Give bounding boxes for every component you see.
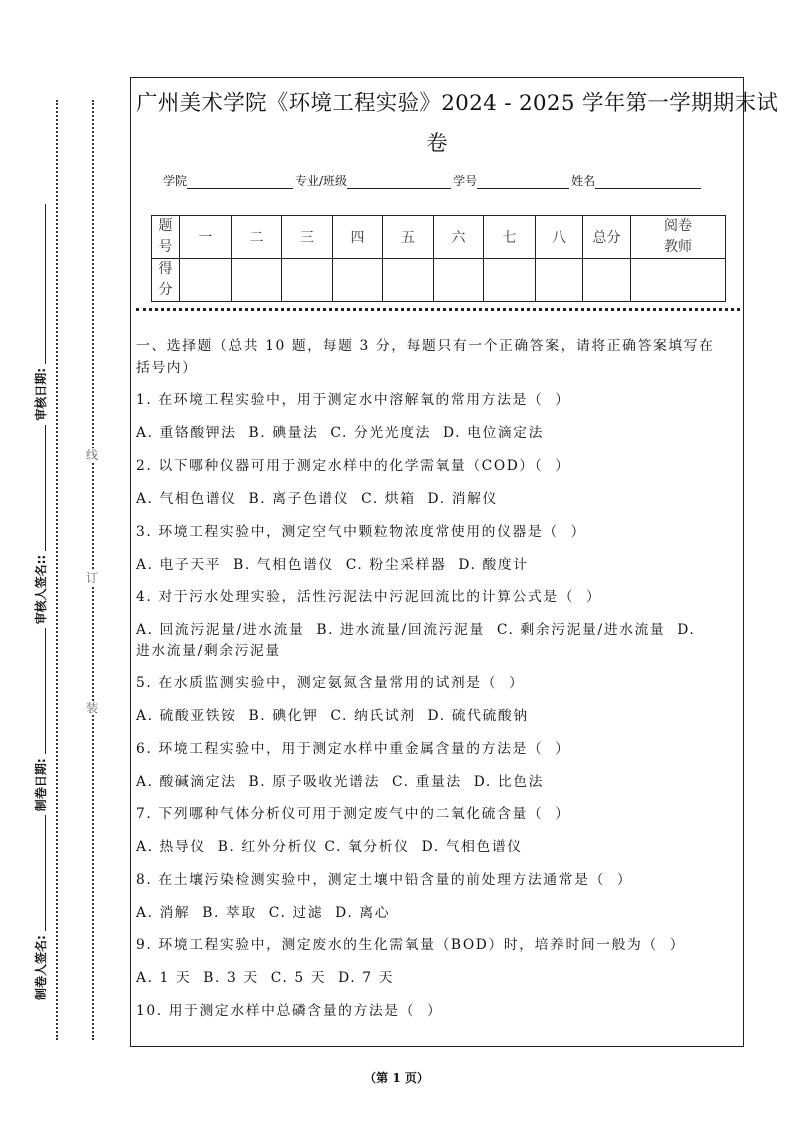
cut-mark-xian: 线 (86, 448, 99, 462)
reviewer-signature-label: 审核人签名:: (33, 554, 48, 625)
score-cell[interactable] (180, 259, 232, 302)
make-date-label: 制卷日期: (33, 758, 48, 812)
section-heading-cont: 括号内） (136, 360, 198, 376)
score-header-row (152, 216, 726, 259)
col-3: 三 (282, 216, 333, 259)
col-8: 八 (536, 216, 583, 259)
question-text: 5. 在水质监测实验中，测定氨氮含量常用的试剂是（ ） (136, 675, 525, 691)
student-info (163, 172, 703, 189)
grader-cell[interactable] (631, 259, 726, 302)
question-options-cont: 进水流量/剩余污泥量 (136, 643, 281, 659)
cut-mark-ding: 订 (86, 571, 99, 585)
signature-margin (30, 90, 50, 1040)
col-7: 七 (484, 216, 536, 259)
col-1: 一 (180, 216, 232, 259)
score-label: 得 分 (152, 259, 180, 302)
question-options: A. 重铬酸钾法 B. 碘量法 C. 分光光度法 D. 电位滴定法 (136, 425, 545, 441)
major-class-field[interactable] (347, 174, 451, 189)
question-number-label: 题 号 (152, 216, 180, 259)
col-6: 六 (434, 216, 484, 259)
make-date-line (35, 628, 46, 754)
question-text: 10. 用于测定水样中总磷含量的方法是（ ） (136, 1003, 443, 1019)
score-cell[interactable] (232, 259, 282, 302)
question-text: 4. 对于污水处理实验，活性污泥法中污泥回流比的计算公式是（ ） (136, 589, 602, 605)
question-text: 6. 环境工程实验中，用于测定水样中重金属含量的方法是（ ） (136, 741, 571, 757)
student-id-field[interactable] (477, 174, 569, 189)
score-cell[interactable] (484, 259, 536, 302)
question-text: 9. 环境工程实验中，测定废水的生化需氧量（BOD）时，培养时间一般为（ ） (136, 937, 686, 953)
score-cell[interactable] (583, 259, 631, 302)
question-options: A. 1 天 B. 3 天 C. 5 天 D. 7 天 (136, 970, 394, 986)
col-5: 五 (383, 216, 434, 259)
question-options: A. 硫酸亚铁铵 B. 碘化钾 C. 纳氏试剂 D. 硫代硫酸钠 (136, 708, 529, 724)
college-label: 学院 (163, 174, 188, 188)
name-label: 姓名 (571, 174, 596, 188)
page-number: （第 1 页） (364, 1071, 429, 1085)
score-cell[interactable] (282, 259, 333, 302)
question-options: A. 消解 B. 萃取 C. 过滤 D. 离心 (136, 905, 391, 921)
question-options: A. 电子天平 B. 气相色谱仪 C. 粉尘采样器 D. 酸度计 (136, 557, 529, 573)
seal-line-outer (56, 100, 58, 1040)
dotted-divider (136, 308, 740, 311)
question-options: A. 回流污泥量/进水流量 B. 进水流量/回流污泥量 C. 剩余污泥量/进水流量 D. (136, 622, 696, 638)
question-text: 2. 以下哪种仪器可用于测定水样中的化学需氧量（COD）（ ） (136, 458, 571, 474)
cut-mark-zhuang: 装 (86, 701, 99, 715)
question-options: A. 热导仪 B. 红外分析仪 C. 氧分析仪 D. 气相色谱仪 (136, 839, 523, 855)
score-cell[interactable] (333, 259, 383, 302)
score-cell[interactable] (383, 259, 434, 302)
grader-label: 阅卷 教师 (631, 216, 726, 259)
score-cell[interactable] (434, 259, 484, 302)
exam-title: 广州美术学院《环境工程实验》2024 - 2025 学年第一学期期末试 (136, 91, 779, 116)
maker-signature-line (35, 815, 46, 931)
reviewer-signature-line (35, 425, 46, 551)
college-field[interactable] (187, 174, 293, 189)
maker-signature-label: 制卷人签名: (33, 935, 48, 1000)
seal-line-inner (92, 100, 94, 1040)
student-id-label: 学号 (453, 174, 478, 188)
review-date-line (35, 204, 46, 364)
col-total: 总分 (583, 216, 631, 259)
question-text: 1. 在环境工程实验中，用于测定水中溶解氧的常用方法是（ ） (136, 392, 571, 408)
question-options: A. 气相色谱仪 B. 离子色谱仪 C. 烘箱 D. 消解仪 (136, 491, 498, 507)
score-row (152, 259, 726, 302)
score-table (151, 215, 726, 302)
question-text: 7. 下列哪种气体分析仪可用于测定废气中的二氧化硫含量（ ） (136, 806, 571, 822)
review-date-label: 审核日期: (33, 367, 48, 421)
question-text: 8. 在土壤污染检测实验中，测定土壤中铅含量的前处理方法通常是（ ） (136, 872, 633, 888)
exam-title-cont: 卷 (426, 131, 448, 155)
question-text: 3. 环境工程实验中，测定空气中颗粒物浓度常使用的仪器是（ ） (136, 524, 587, 540)
score-cell[interactable] (536, 259, 583, 302)
col-2: 二 (232, 216, 282, 259)
question-options: A. 酸碱滴定法 B. 原子吸收光谱法 C. 重量法 D. 比色法 (136, 774, 545, 790)
major-class-label: 专业/班级 (295, 174, 348, 188)
col-4: 四 (333, 216, 383, 259)
section-heading: 一、选择题（总共 10 题，每题 3 分，每题只有一个正确答案，请将正确答案填写在 (136, 338, 715, 354)
name-field[interactable] (595, 174, 701, 189)
